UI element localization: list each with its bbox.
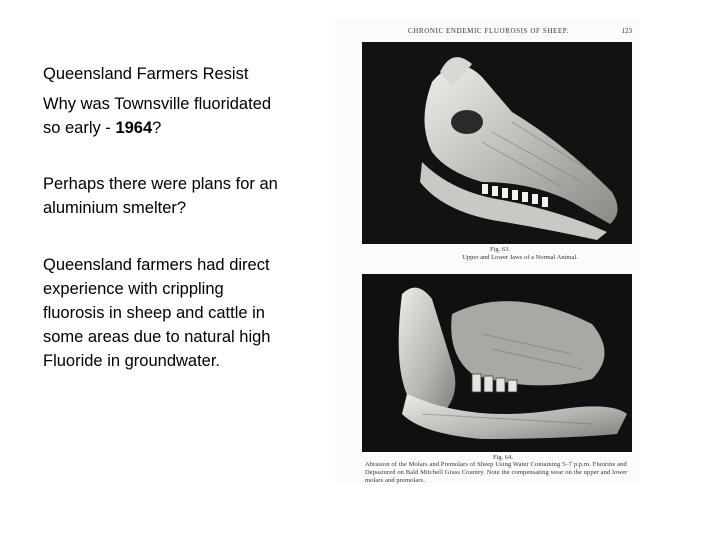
paragraph-townsville-text: Why was Townsville fluoridated so early -: [43, 95, 272, 137]
scanned-book-page: [335, 18, 640, 483]
figure-2-caption: Abrasion of the Molars and Premolars of Sheep Using Water Containing 5–7 p.p.m. Fluorine and Depastured on Bald Mitchell Grass Country. Note the compensating wear on the upper and lower molars and premolars.: [365, 461, 628, 484]
year-highlight: 1964: [115, 119, 153, 137]
page-number: 123: [621, 27, 632, 35]
paragraph-townsville: [43, 92, 288, 140]
skull-photo-normal: [362, 42, 632, 244]
text-column: [43, 62, 288, 373]
skull-photo-fluorosis: [362, 274, 632, 452]
page-running-header: CHRONIC ENDEMIC FLUOROSIS OF SHEEP.: [408, 27, 569, 35]
paragraph-farmers: Queensland farmers had direct experience with crippling fluorosis in sheep and cattle in some areas due to natural high Fluoride in groundwater.: [43, 256, 271, 370]
fluorosis-jaw-image: [362, 274, 632, 452]
figure-2-label: Fig. 64.: [492, 454, 514, 461]
figure-1-label: Fig. 63.: [489, 246, 511, 253]
paragraph-townsville-end: ?: [152, 119, 162, 137]
paragraph-smelter: Perhaps there were plans for an aluminium smelter?: [43, 175, 278, 217]
figure-1-caption: Upper and Lower Jaws of a Normal Animal.: [462, 254, 578, 261]
slide-title: Queensland Farmers Resist: [43, 65, 249, 83]
normal-skull-image: [362, 42, 632, 244]
